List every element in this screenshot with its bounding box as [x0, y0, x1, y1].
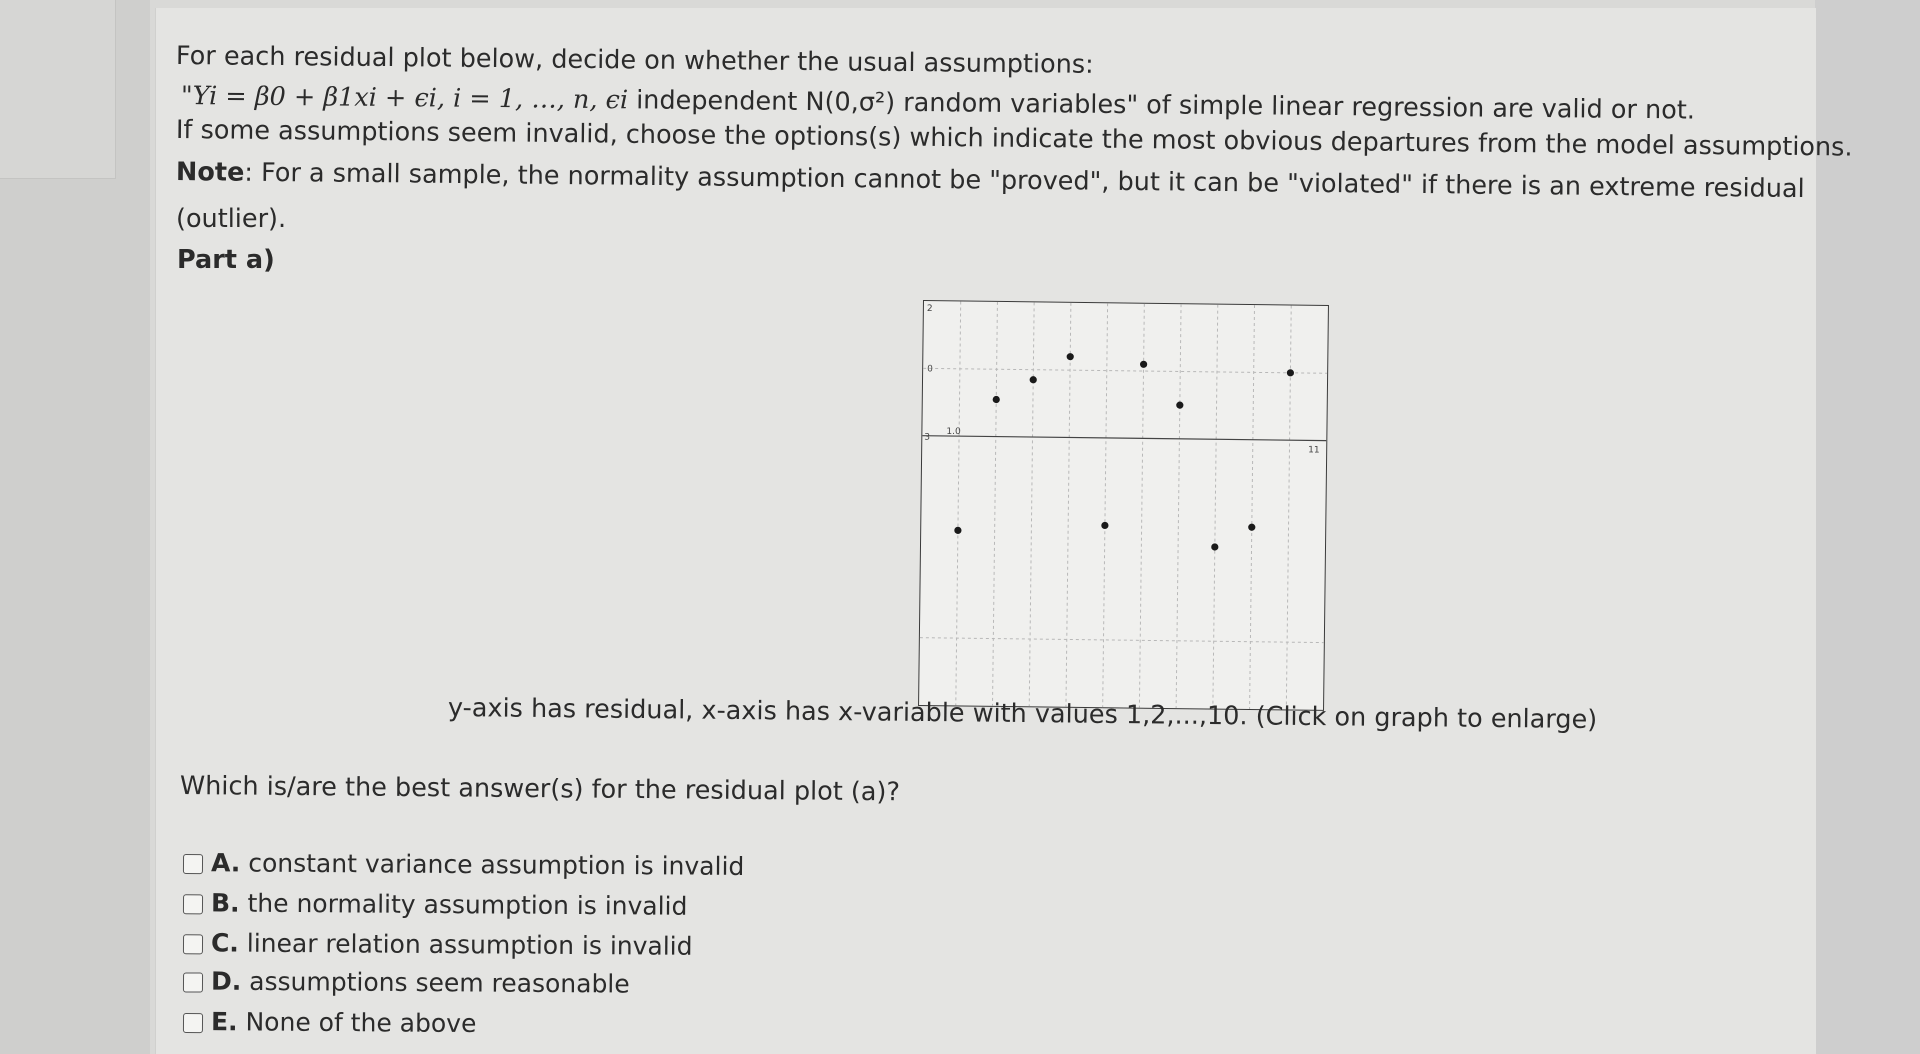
residual-point [1287, 369, 1294, 376]
option-a-checkbox[interactable] [183, 854, 203, 874]
gridline-x [1286, 305, 1291, 709]
residual-point [1211, 543, 1218, 550]
left-sidebar-tab [0, 0, 116, 179]
gridline-x [1029, 302, 1034, 706]
option-b[interactable]: B. the normality assumption is invalid [183, 886, 688, 924]
intro-text: For each residual plot below, decide on whether the usual assumptions: [175, 41, 1094, 80]
residual-plot[interactable] [918, 300, 1329, 711]
residual-point [1248, 524, 1255, 531]
model-text: independent N(0,σ²) random variables" of simple linear regression are valid or not. [636, 85, 1696, 126]
note-label: Note [175, 157, 245, 188]
left-sidebar [0, 0, 150, 1054]
gridline-x [1213, 305, 1218, 709]
y-tick-label-bottom: 3 [924, 432, 931, 443]
note-text: : For a small sample, the normality assumption cannot be "proved", but it can be "violated" if there is an extreme residual [244, 157, 1805, 205]
option-d[interactable]: D. assumptions seem reasonable [183, 964, 630, 1001]
gridline-y [920, 638, 1324, 643]
option-d-checkbox[interactable] [183, 972, 203, 992]
residual-point [1101, 522, 1108, 529]
x-tick-label-end: 11 [1308, 445, 1320, 456]
model-formula: "Yi = β0 + β1xi + ϵi, i = 1, …, n, ϵi [180, 81, 629, 116]
gridline-x [1066, 303, 1071, 707]
plot-caption[interactable]: y-axis has residual, x-axis has x-variable with values 1,2,...,10. (Click on graph to enlarge) [447, 693, 1598, 736]
gridline-y [923, 368, 1327, 373]
question-prompt: Which is/are the best answer(s) for the residual plot (a)? [179, 771, 901, 808]
option-b-checkbox[interactable] [183, 894, 203, 914]
gridline-x [1103, 303, 1108, 707]
part-label: Part a) [177, 245, 275, 275]
residual-point [1067, 353, 1074, 360]
option-e-checkbox[interactable] [183, 1013, 203, 1033]
y-tick-label-top: 2 [926, 304, 933, 315]
note-continuation: (outlier). [176, 204, 287, 234]
residual-point [1176, 402, 1183, 409]
x-tick-label-start: 1.0 [946, 426, 961, 438]
option-a[interactable]: A. constant variance assumption is invalid [183, 846, 745, 884]
invalid-instruction: If some assumptions seem invalid, choose the options(s) which indicate the most obvious departures from the model assumptions. [175, 115, 1853, 163]
option-c-checkbox[interactable] [183, 934, 203, 954]
question-panel [155, 8, 1853, 1054]
gridline-x [956, 301, 961, 705]
residual-point [1140, 361, 1147, 368]
residual-point [954, 527, 961, 534]
option-c[interactable]: C. linear relation assumption is invalid [183, 926, 693, 964]
residual-point [993, 396, 1000, 403]
residual-plot-svg[interactable] [919, 301, 1328, 710]
option-e[interactable]: E. None of the above [183, 1005, 477, 1041]
zero-axis-line [922, 436, 1326, 441]
gridline-x [1250, 305, 1255, 709]
y-tick-label-mid: 0 [927, 364, 933, 375]
gridline-x [1176, 304, 1181, 708]
residual-point [1030, 376, 1037, 383]
note-line [176, 156, 1805, 205]
gridline-x [993, 302, 998, 706]
